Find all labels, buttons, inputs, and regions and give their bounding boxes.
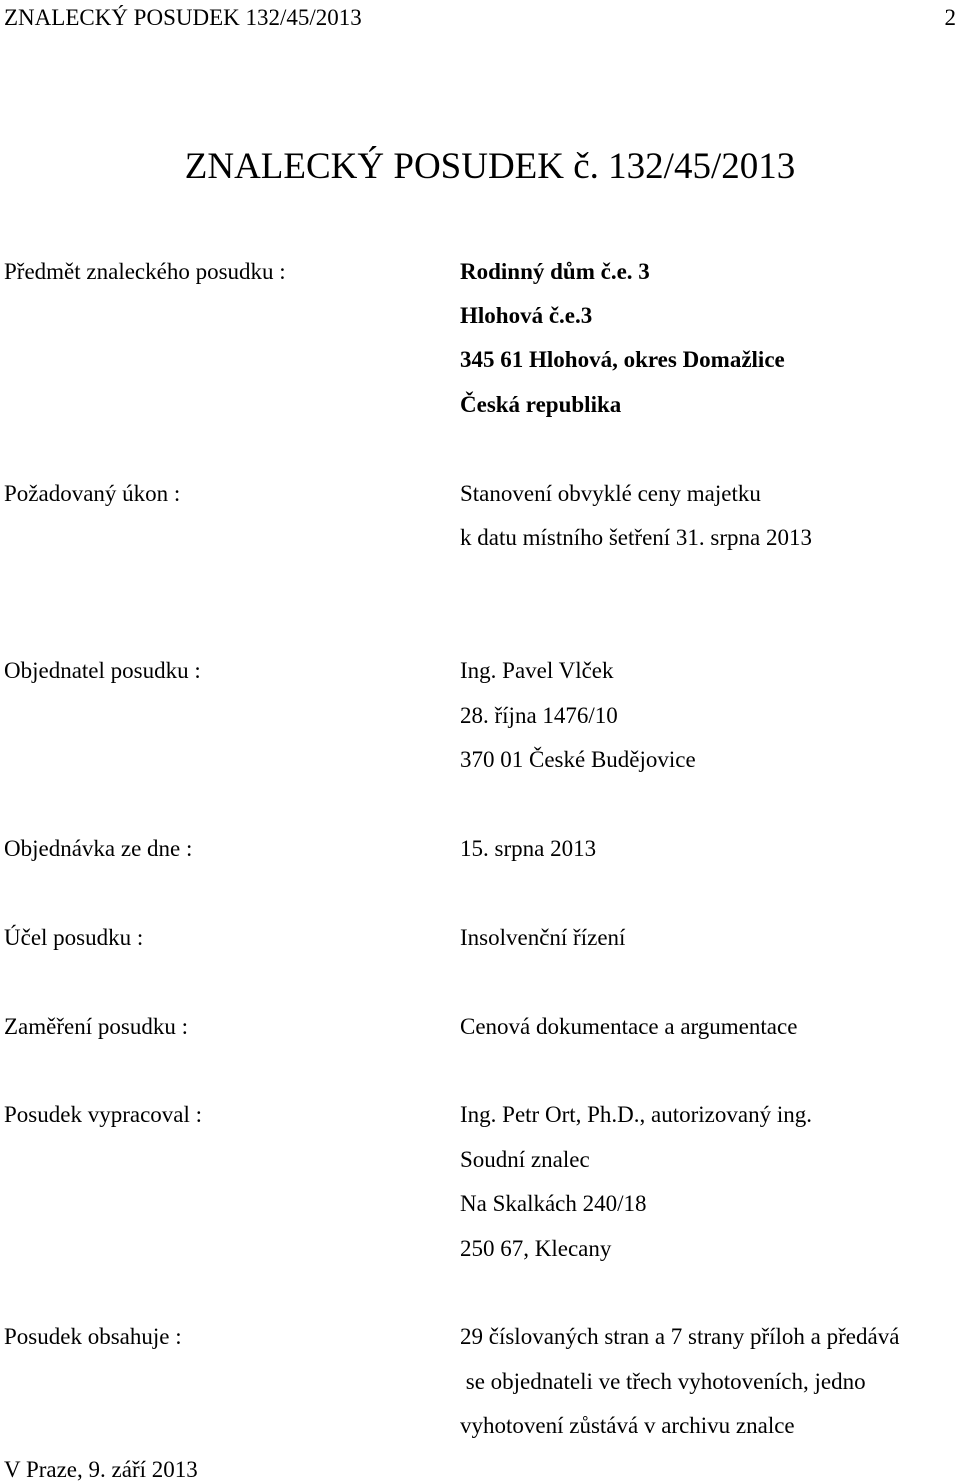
field-value-ukon-line-1: Stanovení obvyklé ceny majetku — [460, 481, 761, 506]
field-label-objednatel: Objednatel posudku : — [4, 658, 201, 683]
field-label-predmet: Předmět znaleckého posudku : — [4, 259, 286, 284]
field-value-objednatel-line-3: 370 01 České Budějovice — [460, 747, 696, 772]
field-label-ukon: Požadovaný úkon : — [4, 481, 181, 506]
field-value-vypracoval-line-2: Soudní znalec — [460, 1147, 590, 1172]
field-label-vypracoval: Posudek vypracoval : — [4, 1102, 203, 1127]
field-label-zamereni: Zaměření posudku : — [4, 1014, 188, 1039]
field-value-predmet-line-4: Česká republika — [460, 392, 622, 417]
header-document-id: ZNALECKÝ POSUDEK 132/45/2013 — [4, 5, 362, 30]
field-value-ucel: Insolvenční řízení — [460, 925, 626, 950]
document-title: ZNALECKÝ POSUDEK č. 132/45/2013 — [184, 146, 796, 187]
header-page-number: 2 — [944, 5, 956, 30]
place-and-date: V Praze, 9. září 2013 — [4, 1457, 198, 1482]
field-value-vypracoval-line-1: Ing. Petr Ort, Ph.D., autorizovaný ing. — [460, 1102, 812, 1127]
field-value-vypracoval-line-4: 250 67, Klecany — [460, 1236, 612, 1261]
field-value-obsahuje-line-3: vyhotovení zůstává v archivu znalce — [460, 1413, 795, 1438]
field-value-predmet-line-3: 345 61 Hlohová, okres Domažlice — [460, 347, 785, 372]
field-value-predmet-line-2: Hlohová č.e.3 — [460, 303, 593, 328]
field-value-objednavka: 15. srpna 2013 — [460, 836, 597, 861]
field-value-obsahuje-line-2: se objednateli ve třech vyhotoveních, jedno — [460, 1369, 866, 1394]
field-value-vypracoval-line-3: Na Skalkách 240/18 — [460, 1191, 647, 1216]
field-label-ucel: Účel posudku : — [4, 925, 144, 950]
field-value-zamereni: Cenová dokumentace a argumentace — [460, 1014, 798, 1039]
field-value-ukon-line-2: k datu místního šetření 31. srpna 2013 — [460, 525, 812, 550]
field-value-predmet-line-1: Rodinný dům č.e. 3 — [460, 259, 650, 284]
field-label-obsahuje: Posudek obsahuje : — [4, 1324, 182, 1349]
field-value-objednatel-line-2: 28. října 1476/10 — [460, 703, 618, 728]
field-label-objednavka: Objednávka ze dne : — [4, 836, 193, 861]
field-value-obsahuje-line-1: 29 číslovaných stran a 7 strany příloh a předává — [460, 1324, 900, 1349]
field-value-objednatel-line-1: Ing. Pavel Vlček — [460, 658, 614, 683]
